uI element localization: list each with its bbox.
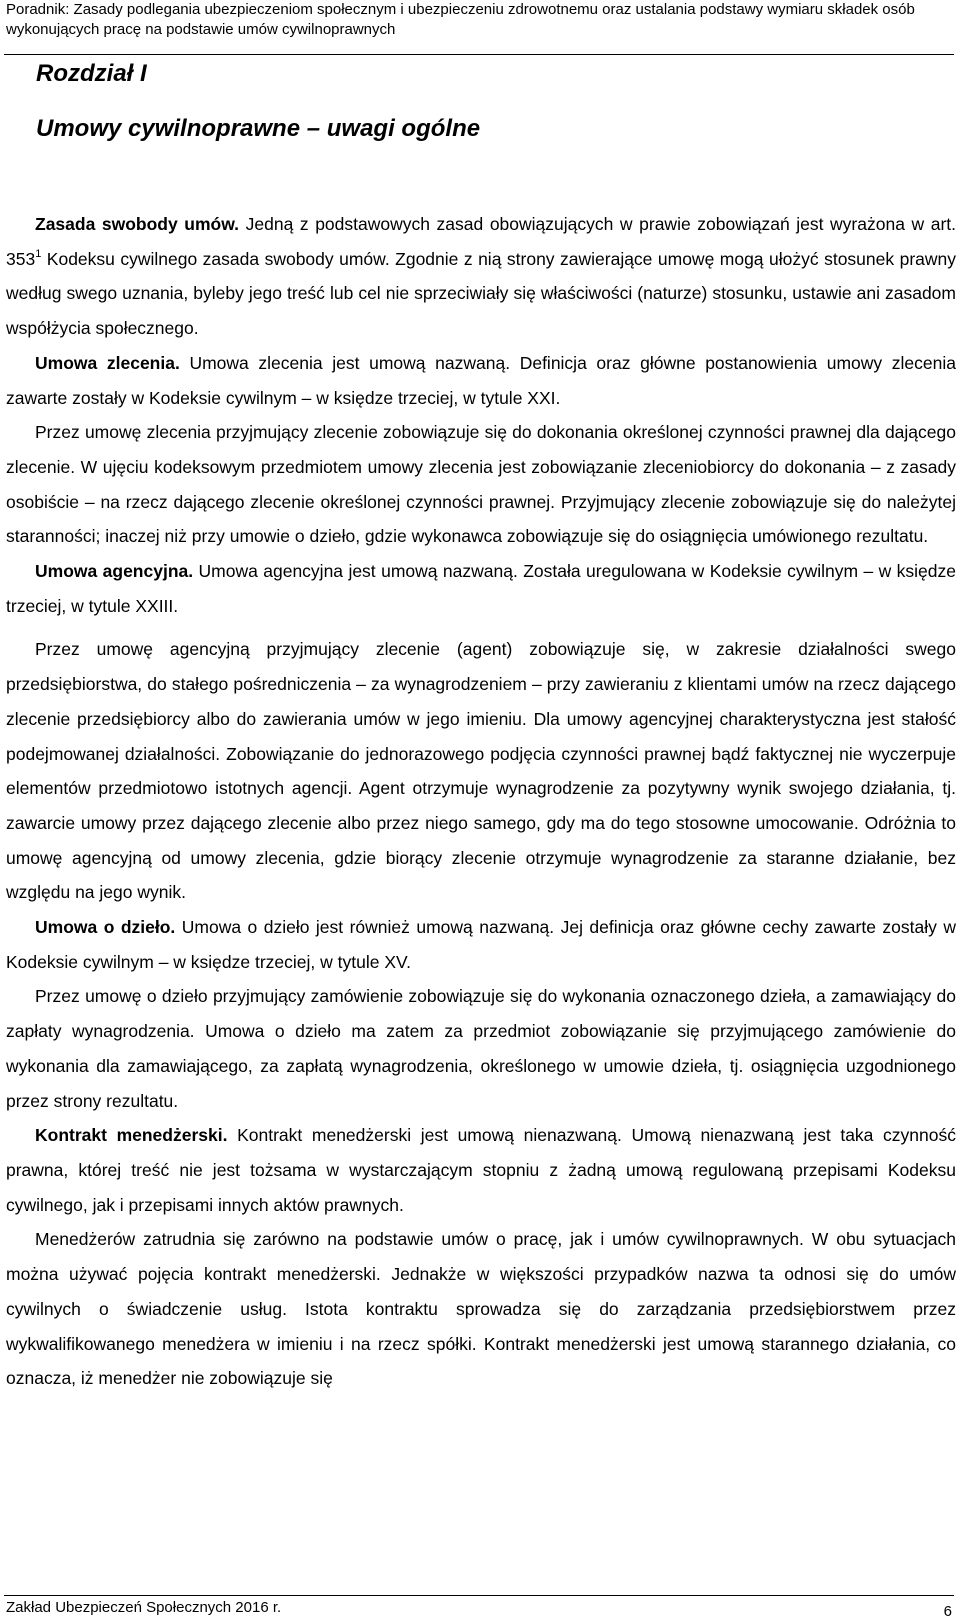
header-divider [4, 54, 954, 55]
page-number: 6 [943, 1603, 952, 1620]
paragraph-kontrakt-menedzerski [6, 1118, 956, 1222]
term-heading: Zasada swobody umów. [35, 214, 240, 234]
footer-divider [4, 1595, 954, 1596]
footer-publisher: Zakład Ubezpieczeń Społecznych 2016 r. [6, 1599, 282, 1616]
term-heading: Kontrakt menedżerski. [35, 1125, 228, 1146]
term-heading: Umowa zlecenia. [35, 352, 180, 373]
term-heading: Umowa o dzieło. [35, 917, 176, 938]
paragraph-dzielo-definition [6, 979, 956, 1118]
paragraph-text: Umowa o dzieło jest również umową nazwaną. Jej definicja oraz główne cechy zawarte zostały w Kodeksie cywilnym – w księdze trzeciej, w tytule XV. [6, 917, 956, 972]
paragraph-agencja-definition [6, 632, 956, 910]
paragraph-umowa-o-dzielo [6, 910, 956, 979]
paragraph-text: Umowa agencyjna jest umową nazwaną. Została uregulowana w Kodeksie cywilnym – w księdze trzeciej, w tytule XXIII. [6, 561, 956, 616]
paragraph-text: Jedną z podstawowych zasad obowiązujących w prawie zobowiązań jest wyrażona w art. 353 [6, 214, 957, 269]
paragraph-umowa-zlecenia [6, 346, 956, 415]
paragraph-text: Przez umowę o dzieło przyjmujący zamówienie zobowiązuje się do wykonania oznaczonego dzieła, a zamawiający do zapłaty wynagrodzenia. Umowa o dzieło ma zatem za przedmiot zobowiązanie się przyjmującego zamówienie do wykonania dla zamawiającego, za zapłatą wynagrodzenia, określonego w umowie dzieła, tj. osiągnięcia uzgodnionego przez strony rezultatu. [6, 986, 956, 1111]
paragraph-text: Umowa zlecenia jest umową nazwaną. Definicja oraz główne postanowienia umowy zlecenia zawarte zostały w Kodeksie cywilnym – w księdze trzeciej, w tytule XXI. [6, 352, 956, 408]
paragraph-zlecenie-definition [6, 415, 956, 554]
paragraph-swoboda-umow [6, 207, 956, 346]
running-header [6, 0, 954, 40]
paragraph-text: Przez umowę zlecenia przyjmujący zlecenie zobowiązuje się do dokonania określonej czynności prawnej dla dającego zlecenie. W ujęciu kodeksowym przedmiotem umowy zlecenia jest zobowiązanie zleceniobiorcy do dokonania – z zasady osobiście – na rzecz dającego zlecenie określonej czynności prawnej. Przyjmujący zlecenie zobowiązuje się do należytej staranności; inaczej niż przy umowie o dzieło, gdzie wykonawca zobowiązuje się do osiągnięcia umówionego rezultatu. [6, 422, 956, 547]
paragraph-text: Menedżerów zatrudnia się zarówno na podstawie umów o pracę, jak i umów cywilnoprawnych. W obu sytuacjach można używać pojęcia kontrakt menedżerski. Jednakże w większości przypadków nazwa ta odnosi się do umów cywilnych o świadczenie usług. Istota kontraktu sprowadza się do zarządzania przedsiębiorstwem przez wykwalifikowanego menedżera w imieniu i na rzecz spółki. Kontrakt menedżerski jest umową starannego działania, co oznacza, iż menedżer nie zobowiązuje się [6, 1229, 956, 1389]
paragraph-text: Kodeksu cywilnego zasada swobody umów. Zgodnie z nią strony zawierające umowę mogą ułożyć stosunek prawny według swego uznania, byleby jego treść lub cel nie sprzeciwiały się właściwości (naturze) stosunku, ustawie ani zasadom współżycia społecznego. [6, 248, 956, 339]
superscript: 1 [35, 247, 42, 260]
header-title: Poradnik: Zasady podlegania ubezpieczeniom społecznym i ubezpieczeniu zdrowotnemu oraz ustalania podstawy wymiaru składek osób wykonujących pracę na podstawie umów cywilnoprawnych [6, 1, 915, 38]
term-heading: Umowa agencyjna. [35, 561, 194, 582]
paragraph-umowa-agencyjna [6, 554, 956, 623]
document-body [6, 207, 956, 1396]
chapter-title: Umowy cywilnoprawne – uwagi ogólne [36, 115, 481, 142]
paragraph-menedzerowie [6, 1222, 956, 1396]
paragraph-text: Kontrakt menedżerski jest umową nienazwaną. Umową nienazwaną jest taka czynność prawna, której treść nie jest tożsama w wystarczającym stopniu z żadną umową regulowaną przepisami Kodeksu cywilnego, jak i przepisami innych aktów prawnych. [6, 1125, 956, 1215]
chapter-heading [36, 60, 936, 143]
paragraph-text: Przez umowę agencyjną przyjmujący zlecenie (agent) zobowiązuje się, w zakresie działalności swego przedsiębiorstwa, do stałego pośredniczenia – za wynagrodzeniem – przy zawieraniu z klientami umów na rzecz dającego zlecenie przedsiębiorcy albo do zawierania umów w jego imieniu. Dla umowy agencyjnej charakterystyczna jest stałość podejmowanej działalności. Zobowiązanie do jednorazowego podjęcia czynności prawnej bądź faktycznej nie wyczerpuje elementów przedmiotowo istotnych agencji. Agent otrzymuje wynagrodzenie za pozytywny wynik swojego działania, tj. zawarcie umowy przez dającego zlecenie albo przez niego samego, gdy ma do tego stosowne umocowanie. Odróżnia to umowę agencyjną od umowy zlecenia, gdzie biorący zlecenie otrzymuje wynagrodzenie za staranne działanie, bez względu na jego wynik. [6, 639, 956, 903]
chapter-label: Rozdział I [36, 60, 147, 87]
